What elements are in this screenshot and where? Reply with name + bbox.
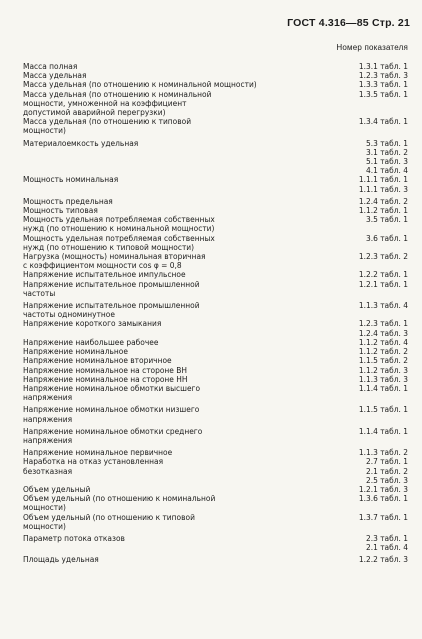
indicator-name-line: Масса удельная: [23, 70, 87, 81]
indicator-name: [23, 319, 359, 328]
indicator-ref: 2.5 табл. 3: [365, 474, 408, 485]
indicator-ref: 5.3 табл. 1: [365, 137, 408, 148]
index-row: [23, 280, 408, 298]
indicator-name-line: напряжения: [23, 434, 73, 445]
index-row: [23, 467, 408, 485]
indicator-name: [23, 139, 366, 148]
indicator-name-line: напряжения: [23, 392, 73, 403]
indicator-ref: 1.2.4 табл. 2: [358, 195, 408, 206]
index-list: [23, 62, 408, 565]
index-row: [23, 139, 408, 176]
indicator-name: [23, 384, 359, 402]
indicator-name-line: Мощность типовая: [23, 205, 98, 216]
indicator-name-line: Наработка на отказ установленная: [23, 456, 164, 467]
index-row: [23, 319, 408, 337]
indicator-refs: [359, 301, 408, 310]
indicator-name-line: Масса удельная (по отношению к номинальной мощности): [23, 79, 257, 90]
indicator-name-line: Масса полная: [23, 61, 78, 71]
indicator-name: [23, 117, 359, 135]
indicator-name-line: Мощность удельная потребляемая собственных: [23, 232, 215, 243]
indicator-name: [23, 301, 359, 319]
indicator-name: [23, 405, 359, 423]
indicator-name-line: допустимой аварийной перегрузки): [23, 107, 166, 118]
indicator-ref: 1.1.5 табл. 1: [358, 404, 408, 415]
indicator-refs: [359, 319, 408, 337]
indicator-name-line: мощности): [23, 125, 66, 136]
indicator-name-line: частоты одноминутное: [23, 309, 115, 320]
indicator-name: [23, 90, 359, 118]
index-row: [23, 555, 408, 564]
indicator-ref: 3.5 табл. 1: [365, 214, 408, 225]
indicator-ref: 4.1 табл. 4: [365, 165, 408, 176]
indicator-ref: 2.7 табл. 1: [365, 456, 408, 467]
indicator-ref: 1.1.4 табл. 1: [358, 425, 408, 436]
indicator-ref: 1.1.1 табл. 3: [358, 183, 408, 194]
indicator-name-line: мощности): [23, 520, 66, 531]
indicator-refs: [366, 467, 408, 485]
indicator-ref: 2.3 табл. 1: [365, 532, 408, 543]
indicator-name-line: Мощность номинальная: [23, 174, 119, 185]
indicator-ref: 1.3.1 табл. 1: [358, 61, 408, 71]
indicator-ref: 1.3.3 табл. 1: [358, 79, 408, 90]
indicator-ref: 5.1 табл. 3: [365, 156, 408, 167]
indicator-refs: [359, 384, 408, 393]
indicator-name-line: Объем удельный (по отношению к типовой: [23, 511, 195, 522]
indicator-name-line: Напряжение номинальное обмотки высшего: [23, 382, 201, 393]
indicator-name-line: Напряжение номинальное: [23, 346, 128, 357]
indicator-refs: [359, 175, 408, 193]
indicator-refs: [359, 494, 408, 503]
indicator-ref: 1.1.4 табл. 1: [358, 382, 408, 393]
index-row: [23, 457, 408, 466]
indicator-name-line: Объем удельный: [23, 483, 91, 494]
indicator-name: [23, 252, 359, 270]
indicator-name-line: Напряжение испытательное импульсное: [23, 269, 186, 280]
indicator-name: [23, 513, 359, 531]
indicator-refs: [359, 117, 408, 126]
indicator-name-line: Напряжение испытательное промышленной: [23, 300, 200, 311]
index-row: [23, 234, 408, 252]
indicator-name-line: безотказная: [23, 465, 73, 476]
indicator-refs: [359, 513, 408, 522]
indicator-ref: 1.1.2 табл. 3: [358, 364, 408, 375]
indicator-ref: 1.3.4 табл. 1: [358, 116, 408, 127]
indicator-name-line: Напряжение короткого замыкания: [23, 318, 162, 329]
indicator-name-line: Масса удельная (по отношению к номинальной: [23, 88, 212, 99]
indicator-ref: 2.1 табл. 2: [365, 465, 408, 476]
indicator-refs: [359, 90, 408, 99]
indicator-name-line: Напряжение номинальное обмотки низшего: [23, 404, 200, 415]
indicator-refs: [359, 280, 408, 289]
indicator-ref: 1.3.5 табл. 1: [358, 88, 408, 99]
indicator-name-line: Материалоемкость удельная: [23, 137, 139, 148]
indicator-name-line: Мощность предельная: [23, 195, 113, 206]
indicator-name-line: Площадь удельная: [23, 554, 99, 565]
indicator-ref: 1.2.3 табл. 2: [358, 251, 408, 262]
indicator-name-line: нужд (по отношению к номинальной мощности): [23, 223, 215, 234]
indicator-name: [23, 457, 366, 466]
indicator-name-line: Напряжение испытательное промышленной: [23, 278, 200, 289]
index-row: [23, 513, 408, 531]
indicator-ref: 1.2.1 табл. 3: [358, 483, 408, 494]
indicator-ref: 1.3.6 табл. 1: [358, 493, 408, 504]
indicator-ref: 1.1.3 табл. 3: [358, 373, 408, 384]
indicator-refs: [359, 252, 408, 261]
indicator-name-line: Напряжение номинальное на стороне НН: [23, 373, 188, 384]
indicator-ref: 1.2.3 табл. 1: [358, 318, 408, 329]
indicator-refs: [359, 555, 408, 564]
indicator-name: [23, 467, 366, 476]
indicator-name-line: Мощность удельная потребляемая собственных: [23, 214, 215, 225]
index-row: [23, 301, 408, 319]
indicator-name-line: Напряжение наибольшее рабочее: [23, 336, 159, 347]
indicator-ref: 1.2.2 табл. 1: [358, 269, 408, 280]
indicator-ref: 1.1.2 табл. 1: [358, 205, 408, 216]
indicator-name-line: Напряжение номинальное обмотки среднего: [23, 425, 203, 436]
index-row: [23, 384, 408, 402]
index-row: [23, 534, 408, 552]
indicator-ref: 1.1.5 табл. 2: [358, 355, 408, 366]
index-row: [23, 90, 408, 118]
index-row: [23, 215, 408, 233]
indicator-name-line: Масса удельная (по отношению к типовой: [23, 116, 192, 127]
indicator-name: [23, 534, 366, 543]
indicator-name-line: нужд (по отношению к типовой мощности): [23, 241, 195, 252]
indicator-ref: 1.2.2 табл. 3: [358, 554, 408, 565]
indicator-name: [23, 555, 359, 564]
index-row: [23, 405, 408, 423]
indicator-ref: 3.6 табл. 1: [365, 232, 408, 243]
indicator-name: [23, 427, 359, 445]
page-header: ГОСТ 4.316—85 Стр. 21: [287, 17, 410, 29]
indicator-ref: 1.1.1 табл. 1: [358, 174, 408, 185]
index-row: [23, 427, 408, 445]
indicator-refs: [359, 405, 408, 414]
indicator-name: [23, 215, 366, 233]
indicator-name-line: напряжения: [23, 413, 73, 424]
index-row: [23, 252, 408, 270]
indicator-name-line: с коэффициентом мощности cos φ = 0,8: [23, 260, 182, 271]
indicator-ref: 1.1.2 табл. 4: [358, 336, 408, 347]
index-row: [23, 117, 408, 135]
indicator-refs: [359, 427, 408, 436]
indicator-name-line: мощности): [23, 502, 66, 513]
indicator-ref: 1.1.3 табл. 4: [358, 300, 408, 311]
indicator-name-line: Параметр потока отказов: [23, 532, 125, 543]
indicator-ref: 1.2.3 табл. 3: [358, 70, 408, 81]
indicator-ref: 2.1 табл. 4: [365, 542, 408, 553]
indicator-name-line: Напряжение номинальное вторичное: [23, 355, 172, 366]
indicator-ref: 1.1.2 табл. 2: [358, 346, 408, 357]
indicator-ref: 1.1.3 табл. 2: [358, 447, 408, 458]
indicator-name-line: Напряжение номинальное на стороне ВН: [23, 364, 188, 375]
indicator-refs: [366, 139, 408, 176]
indicator-ref: 3.1 табл. 2: [365, 146, 408, 157]
indicator-refs: [366, 534, 408, 552]
indicator-name: [23, 234, 366, 252]
indicator-ref: 1.2.4 табл. 3: [358, 327, 408, 338]
indicator-name-line: Напряжение номинальное первичное: [23, 447, 173, 458]
column-title: Номер показателя: [336, 43, 408, 52]
indicator-name-line: Нагрузка (мощность) номинальная вторичная: [23, 251, 206, 262]
indicator-refs: [366, 215, 408, 224]
indicator-ref: 1.3.7 табл. 1: [358, 511, 408, 522]
indicator-ref: 1.2.1 табл. 1: [358, 278, 408, 289]
indicator-name-line: частоты: [23, 287, 56, 298]
indicator-name: [23, 494, 359, 512]
indicator-name: [23, 280, 359, 298]
indicator-name-line: мощности, умноженной на коэффициент: [23, 97, 187, 108]
indicator-refs: [366, 234, 408, 243]
index-row: [23, 175, 408, 193]
indicator-name: [23, 175, 359, 184]
indicator-name-line: Объем удельный (по отношению к номинальной: [23, 493, 216, 504]
index-row: [23, 494, 408, 512]
